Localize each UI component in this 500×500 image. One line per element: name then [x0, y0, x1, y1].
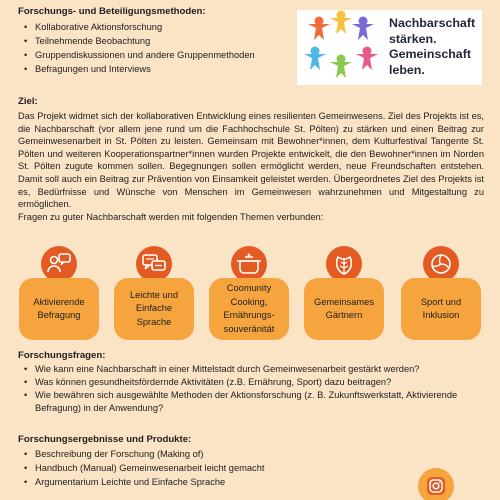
list-item: • Gruppendiskussionen und andere Gruppenmethoden [18, 48, 298, 62]
list-item: • Wie bewähren sich ausgewählte Methoden der Aktionsforschung (z. B. Zukunftswerkstatt, Aktivierende Befragung) in der Anwendung? [18, 389, 484, 415]
research-questions-list [18, 363, 484, 415]
list-item: • Teilnehmende Beobachtung [18, 34, 298, 48]
logo-figure-body [352, 24, 374, 40]
list-item: • Handbuch (Manual) Gemeinwesenarbeit leicht gemacht [18, 461, 418, 475]
research-questions-title: Forschungsfragen: [18, 350, 106, 361]
list-item: • Befragungen und Interviews [18, 62, 298, 76]
list-item: • Was können gesundheitsfördernde Aktivitäten (z.B. Ernährung, Sport) dazu beitragen? [18, 376, 484, 389]
results-section [18, 434, 418, 489]
topic-pill [209, 278, 289, 340]
project-logo [297, 10, 482, 85]
goal-question: Fragen zu guter Nachbarschaft werden mit folgenden Themen verbunden: [18, 211, 324, 222]
goal-body: Das Projekt widmet sich der kollaborativen Entwicklung eines resilienten Gemeinwesens. Ziel des Projekts ist es, die Nachbarschaft (vor allem jene rund um die Fachhochschule St. Pölten) zu stärken und einen Beitrag zur Gemeinwesenarbeit in St. Pölten zu leisten. Gemeinsam mit Bewohner*innen, dem Kulturfestival Tangente St. Pölten und weiteren Kooperationspartner*innen wurden Projekte entwickelt, die den Bewohner*innen im Norden St. Pölten zugute kommen sollen. Begegnungen sollen ermöglicht werden, neue Freundschaften entstehen. Damit soll auch ein Beitrag zur Prävention von Einsamkeit geleistet werden. Übergeordnetes Ziel des Projekts ist es, Bedürfnisse und Wünsche von Menschen im Gemeinwesen wahrzunehmen und Mitgestaltung zu ermöglichen. [18, 111, 484, 210]
list-item: • Argumentarium Leichte und Einfache Sprache [18, 475, 418, 489]
list-item: • Kollaborative Aktionsforschung [18, 20, 298, 34]
speech-bubbles-icon [136, 246, 172, 282]
topic-label: Gemeinsames Gärtnern [314, 296, 374, 320]
list-item: • Wie kann eine Nachbarschaft in einer Mittelstadt durch Gemeinwesenarbeit gestärkt werden? [18, 363, 484, 376]
volleyball-icon [423, 246, 459, 282]
research-questions-section [18, 350, 484, 415]
results-list [18, 447, 418, 489]
methods-list [18, 20, 298, 76]
logo-text [389, 16, 481, 78]
logo-figure-body [304, 54, 326, 70]
topic-label: Leichte und Einfache Sprache [129, 289, 179, 327]
list-item: • Beschreibung der Forschung (Making of) [18, 447, 418, 461]
topics-row [0, 242, 500, 342]
results-title: Forschungsergebnisse und Produkte: [18, 434, 192, 445]
goal-title: Ziel: [18, 96, 38, 107]
methods-title: Forschungs- und Beteiligungsmethoden: [18, 6, 206, 17]
logo-figure-body [356, 54, 378, 70]
logo-line: stärken. [389, 31, 437, 46]
instagram-glyph [427, 477, 445, 495]
topic-pill [304, 278, 384, 340]
logo-figure-body [330, 18, 352, 34]
logo-figure-body [330, 62, 352, 78]
logo-line: leben. [389, 62, 425, 77]
leaf-plant-icon [326, 246, 362, 282]
topic-label: Aktivierende Befragung [33, 296, 85, 320]
logo-figure-body [308, 24, 330, 40]
people-circle-logo-icon [297, 10, 389, 85]
logo-line: Gemeinschaft [389, 47, 471, 61]
people-chat-icon [41, 246, 77, 282]
topic-label: Sport und Inklusion [420, 296, 462, 320]
cooking-pot-icon [231, 246, 267, 282]
logo-line: Nachbarschaft [389, 16, 476, 30]
methods-section [18, 6, 298, 76]
topic-pill [401, 278, 481, 340]
topic-pill [114, 278, 194, 340]
goal-section [18, 96, 484, 223]
topic-label: Coomunity Cooking, Ernährungs-souveränität [223, 283, 275, 334]
topic-pill [19, 278, 99, 340]
instagram-icon[interactable] [418, 468, 454, 500]
